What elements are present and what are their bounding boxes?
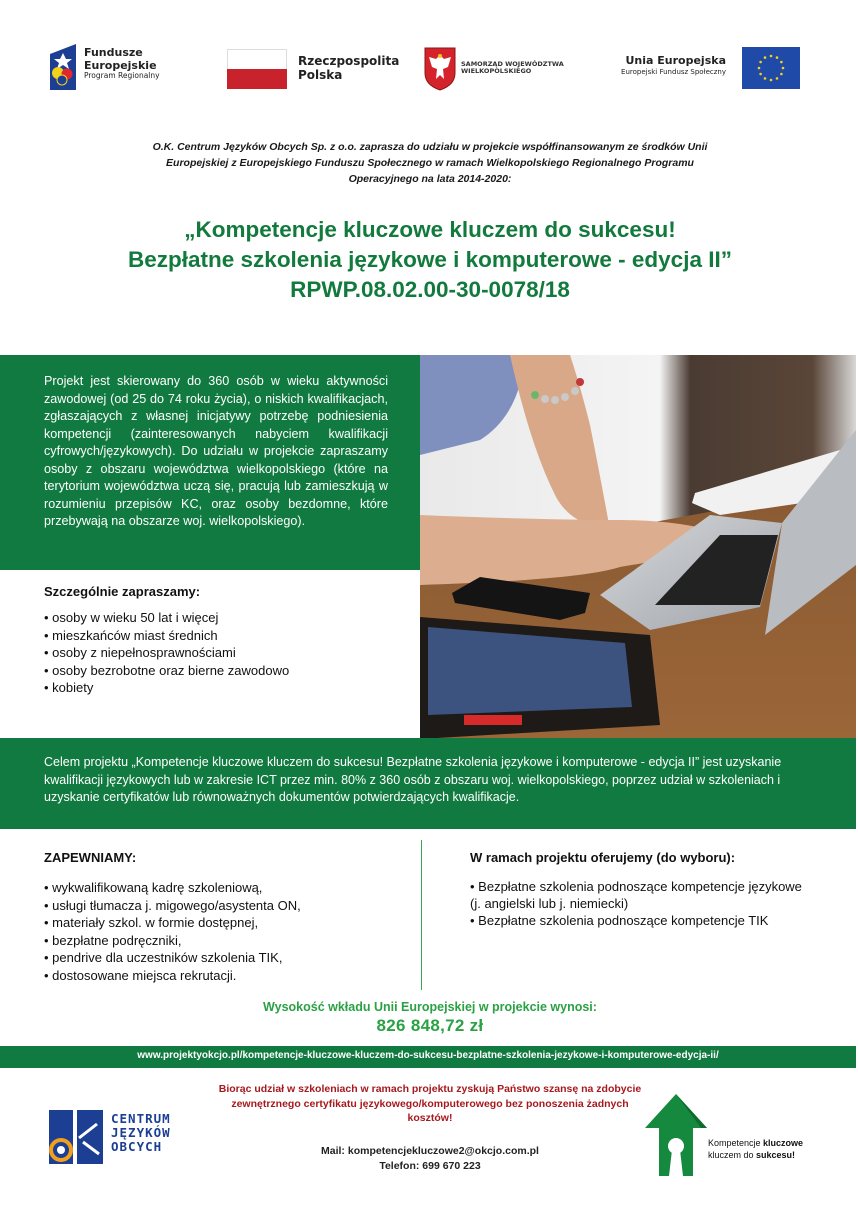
logo-kompetencje-kluczowe <box>645 1092 845 1178</box>
cjo-line3: OBCYCH <box>111 1139 163 1154</box>
funding-section <box>130 1000 730 1036</box>
unia-title: Unia Europejska <box>625 54 726 67</box>
headline-line1: „Kompetencje kluczowe kluczem do sukcesu! <box>184 217 676 242</box>
offer-list <box>470 879 810 930</box>
fundusze-europejskie-icon <box>50 44 76 90</box>
funding-amount: 826 848,72 zł <box>376 1016 484 1035</box>
list-item: • osoby bezrobotne oraz bierne zawodowo <box>44 662 290 678</box>
photo-illustration <box>420 355 856 739</box>
fundusze-subtitle: Program Regionalny <box>84 71 160 81</box>
list-item: • mieszkańców miast średnich <box>44 627 218 643</box>
kk-word4: sukcesu! <box>756 1150 796 1161</box>
provide-list <box>44 879 414 984</box>
project-number: RPWP.08.02.00-30-0078/18 <box>290 276 570 302</box>
ok-logo-icon <box>47 1108 105 1166</box>
logo-unia-europejska <box>600 47 800 89</box>
kk-word2: kluczowe <box>763 1138 804 1148</box>
cjo-line1: CENTRUM <box>111 1111 171 1126</box>
polish-flag-icon <box>227 49 287 89</box>
funding-label: Wysokość wkładu Unii Europejskiej w projekcie wynosi: <box>263 1000 597 1014</box>
list-item: • osoby w wieku 50 lat i więcej <box>44 610 219 625</box>
offer-section <box>470 850 810 930</box>
invite-heading: Szczególnie zapraszamy: <box>44 584 201 599</box>
intro-text: O.K. Centrum Języków Obcych Sp. z o.o. zaprasza do udziału w projekcie współfinansowanym ze środków Unii Europejskiej z Europejskiego Funduszu Społecznego w ramach Wielkopolskiego Regionalnego Programu Operacyjnego na lata 2014-2020: <box>152 141 708 185</box>
coat-of-arms-icon <box>424 47 456 91</box>
list-item: • Bezpłatne szkolenia podnoszące kompetencje językowe (j. angielski lub j. niemiecki) <box>470 879 802 911</box>
goal-text: Celem projektu „Kompetencje kluczowe kluczem do sukcesu! Bezpłatne szkolenia językowe i komputerowe - edycja II” jest uzyskanie kwalifikacji językowych lub w zakresie ICT przez min. 80% z 360 osób z obszaru woj. wielkopolskiego, poprzez udział w szkoleniach i uzyskanie certyfikatów lub równoważnych dokumentów potwierdzających kwalifikacje. <box>44 755 782 804</box>
list-item: • materiały szkol. w formie dostępnej, <box>44 915 259 931</box>
rzeczpospolita-line1: Rzeczpospolita <box>298 54 400 68</box>
list-item: • bezpłatne podręczniki, <box>44 932 182 948</box>
invite-section <box>44 584 414 697</box>
goal-block <box>0 738 856 829</box>
list-item: • kobiety <box>44 680 94 696</box>
photo-laptop-woman <box>420 355 856 739</box>
offer-heading: W ramach projektu oferujemy (do wyboru): <box>470 850 736 865</box>
logo-fundusze-europejskie <box>50 44 180 90</box>
invite-list <box>44 609 414 697</box>
house-keyhole-icon <box>645 1092 707 1178</box>
list-item: • pendrive dla uczestników szkolenia TIK, <box>44 950 283 966</box>
certificate-notice: Biorąc udział w szkoleniach w ramach projektu zyskują Państwo szansę na zdobycie zewnętrznego certyfikatu językowego/komputerowego bez ponoszenia żadnych kosztów! <box>218 1083 642 1125</box>
column-divider <box>421 840 422 990</box>
fundusze-title-1: Fundusze <box>84 46 143 59</box>
url-bar <box>0 1046 856 1068</box>
samorzad-line1: SAMORZĄD WOJEWÓDZTWA <box>461 60 564 68</box>
contact-phone[interactable]: Telefon: 699 670 223 <box>379 1160 481 1173</box>
description-block <box>0 355 420 570</box>
project-headline <box>60 215 800 305</box>
description-text: Projekt jest skierowany do 360 osób w wieku aktywności zawodowej (od 25 do 74 roku życia), o niskich kwalifikacjach, zgłaszających z własnej inicjatywy potrzebę podniesienia kompetencji (zainteresowanych nabyciem kwalifikacji cyfrowych/językowych). Do udziału w projekcie zapraszamy osoby z obszaru województwa wielkopolskiego (które na terytorium województwa uczą się, pracują lub zamieszkują w rozumieniu przepisów KC, oraz osoby bezdomne, które przebywają na obszarze woj. wielkopolskiego). <box>44 374 388 528</box>
eu-flag-icon <box>742 47 800 89</box>
rzeczpospolita-line2: Polska <box>298 67 343 82</box>
cjo-line2: JĘZYKÓW <box>111 1125 171 1140</box>
provide-section <box>44 850 414 984</box>
project-url-link[interactable]: www.projektyokcjo.pl/kompetencje-kluczowe-kluczem-do-sukcesu-bezplatne-szkolenia-jezykowe-i-komputerowe-edycja-ii/ <box>137 1050 719 1061</box>
samorzad-line2: WIELKOPOLSKIEGO <box>461 67 532 76</box>
logo-rzeczpospolita <box>227 49 407 89</box>
unia-subtitle: Europejski Fundusz Społeczny <box>621 67 726 76</box>
kk-word3: kluczem do <box>708 1150 757 1161</box>
headline-line2: Bezpłatne szkolenia językowe i komputerowe - edycja II” <box>128 246 732 272</box>
list-item: • usługi tłumacza j. migowego/asystenta ON, <box>44 897 301 913</box>
list-item: • osoby z niepełnosprawnościami <box>44 645 236 661</box>
logo-centrum-jezykow-obcych <box>47 1108 197 1166</box>
kk-word1: Kompetencje <box>708 1138 764 1148</box>
list-item: • Bezpłatne szkolenia podnoszące kompetencje TIK <box>470 912 769 928</box>
list-item: • wykwalifikowaną kadrę szkoleniową, <box>44 880 263 895</box>
provide-heading: ZAPEWNIAMY: <box>44 850 137 865</box>
list-item: • dostosowane miejsca rekrutacji. <box>44 967 237 983</box>
contact-mail[interactable]: Mail: kompetencjekluczowe2@okcjo.com.pl <box>321 1145 539 1157</box>
fundusze-title-2: Europejskie <box>84 58 157 72</box>
logo-samorzad <box>424 47 574 91</box>
contact-info <box>210 1144 650 1174</box>
